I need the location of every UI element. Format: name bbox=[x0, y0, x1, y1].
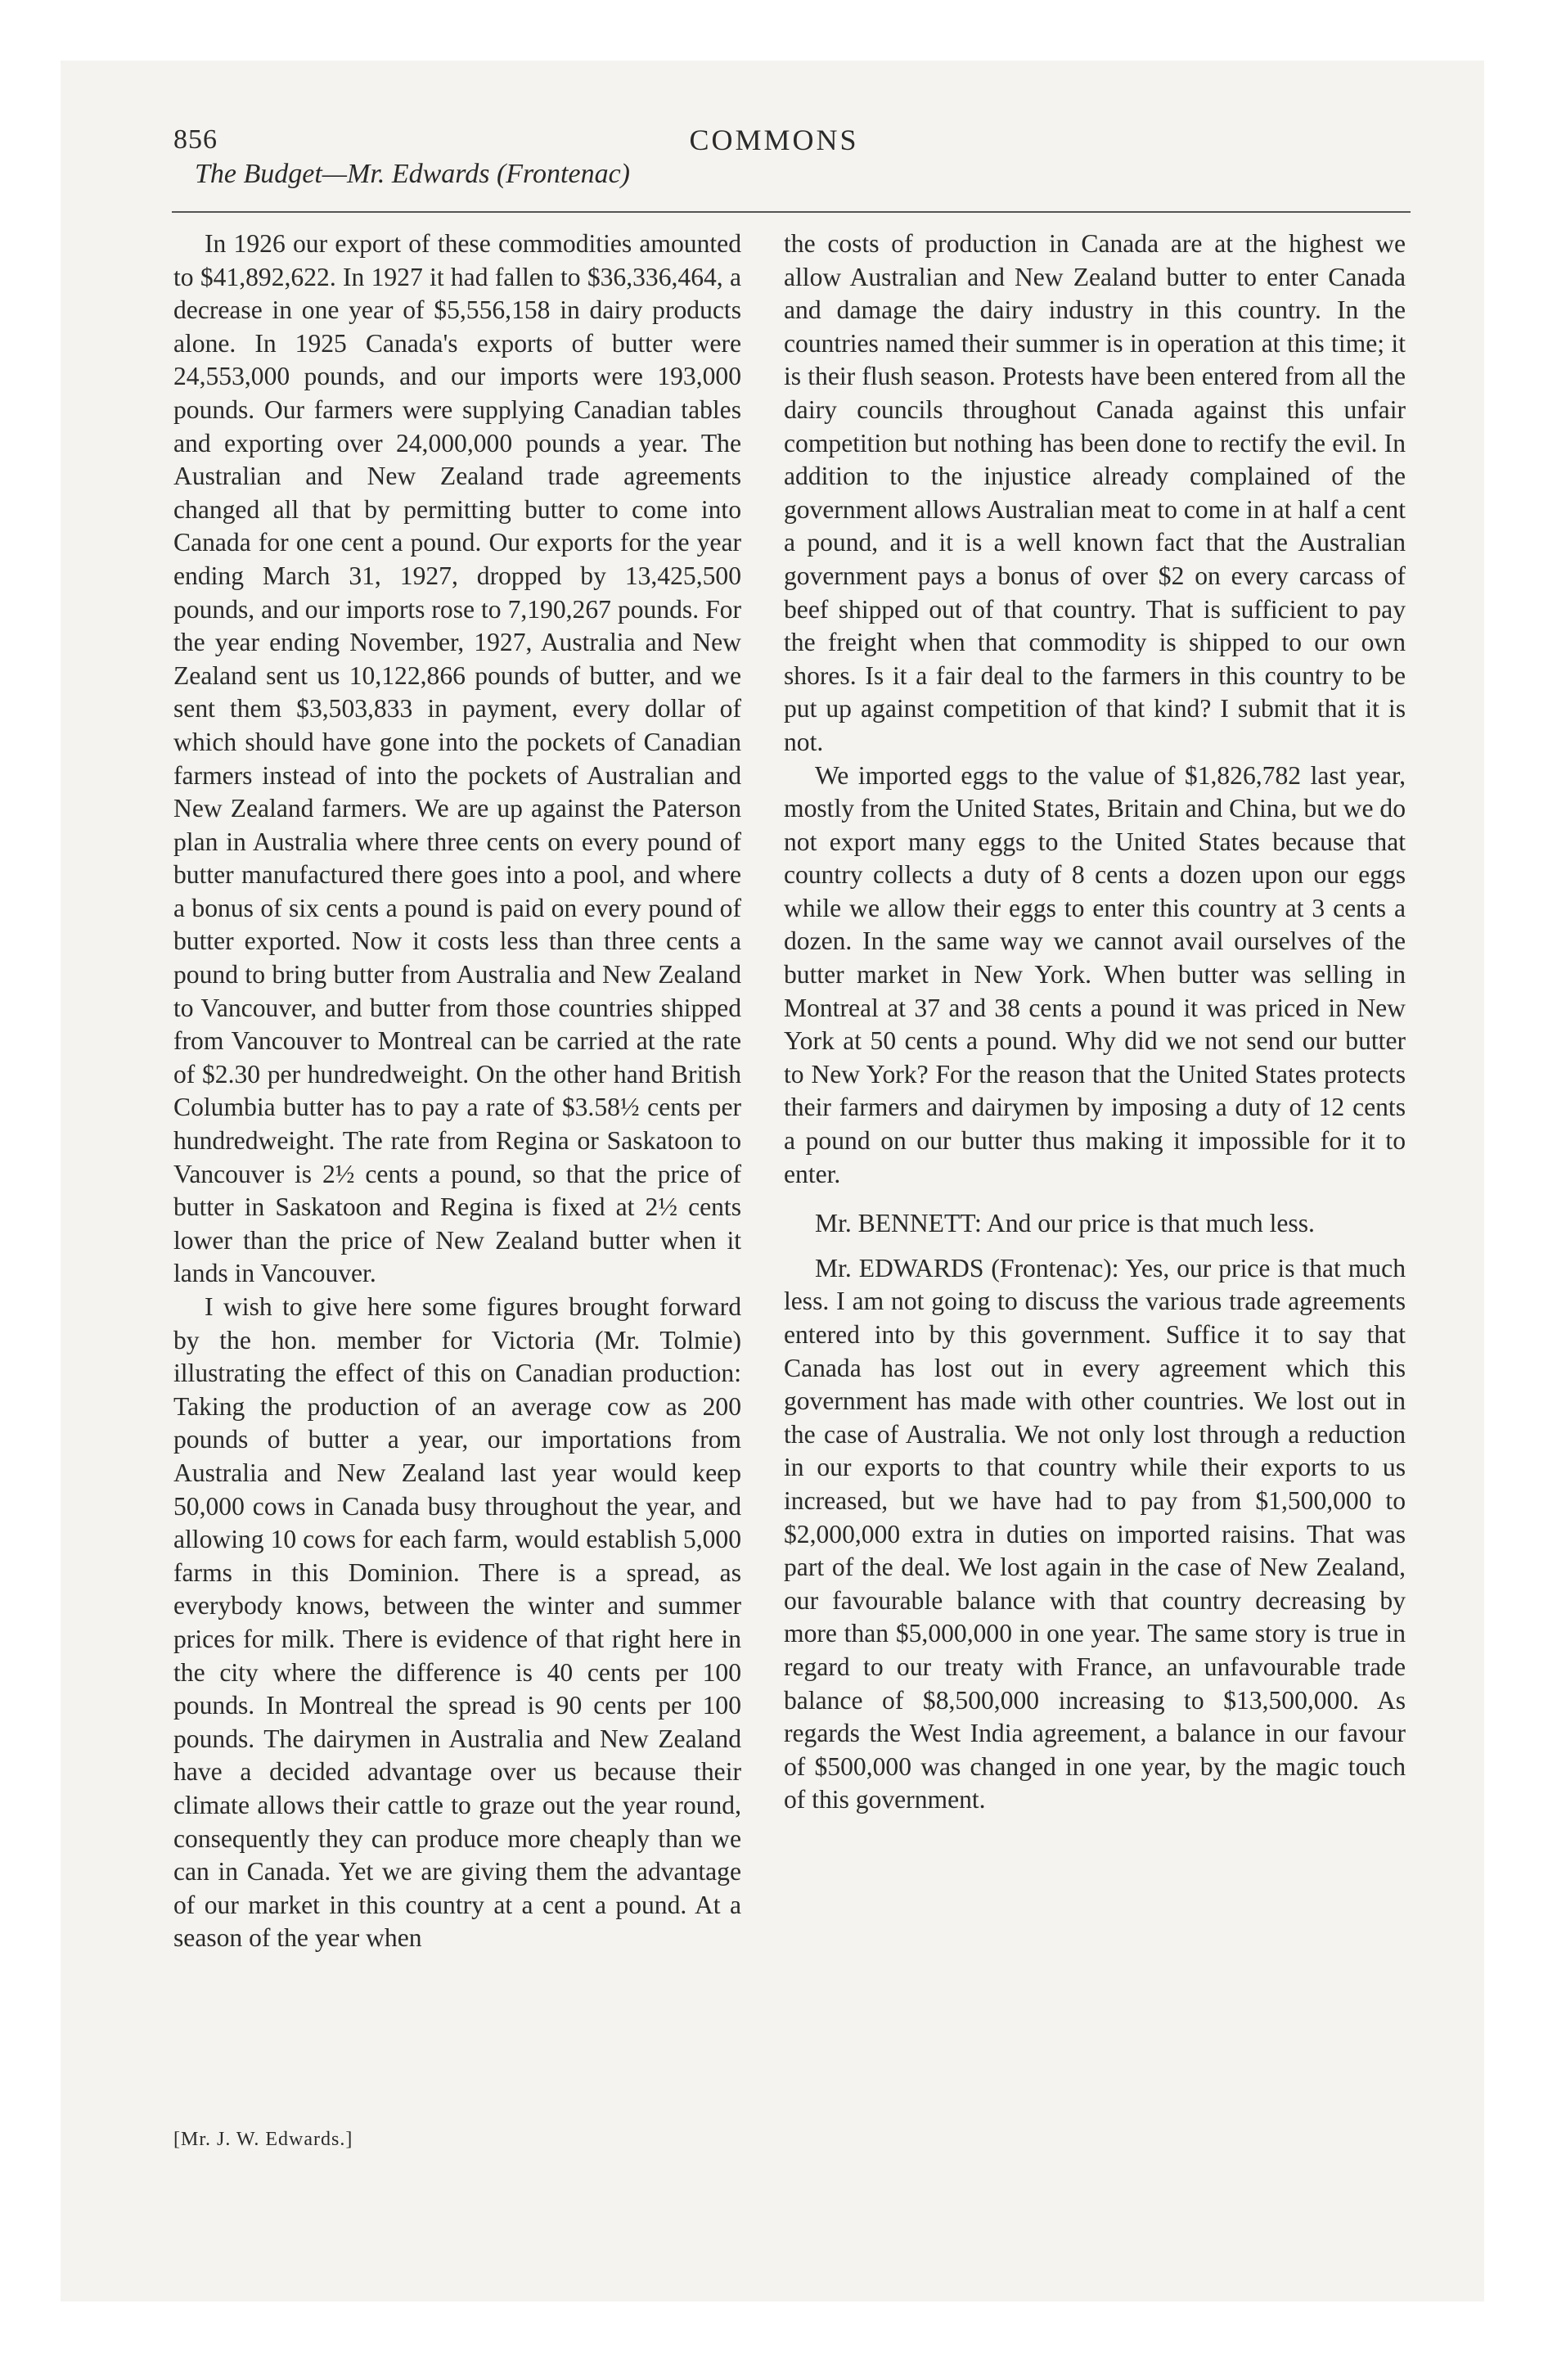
paragraph: the costs of production in Canada are at the highest we allow Australian and New Zealand butter to enter Canada and damage the dairy industry in this country. In the countries named their summer is in operation at this time; it is their flush season. Protests have been entered from all the dairy councils throughout Canada against this unfair competition but nothing has been done to rectify the evil. In addition to the injustice already complained of the government allows Australian meat to come in at half a cent a pound, and it is a well known fact that the Australian government pays a bonus of over $2 on every carcass of beef shipped out of that country. That is sufficient to pay the freight when that commodity is shipped to our own shores. Is it a fair deal to the farmers in this country to be put up against competition of that kind? I submit that it is not. bbox=[784, 229, 1406, 756]
speech-edwards: Mr. EDWARDS (Frontenac): Yes, our price is that much less. I am not going to discuss the various trade agreements entered into by this government. Suffice it to say that Canada has lost out in every agreement which this government has made with other countries. We lost out in the case of Australia. We not only lost through a reduction in our exports to that country while their exports to us increased, but we have had to pay from $1,500,000 to $2,000,000 extra in duties on imported raisins. That was part of the deal. We lost again in the case of New Zealand, our favourable balance with that country decreasing by more than $5,000,000 in one year. The same story is true in regard to our treaty with France, an unfavourable trade balance of $8,500,000 increasing to $13,500,000. As regards the West India agreement, a balance in our favour of $500,000 was changed in one year, by the magic touch of this government. bbox=[784, 1253, 1406, 1814]
paragraph: In 1926 our export of these commodities amounted to $41,892,622. In 1927 it had fallen to $36,336,464, a decrease in one year of $5,556,158 in dairy products alone. In 1925 Canada's exports of butter were 24,553,000 pounds, and our imports were 193,000 pounds. Our farmers were supplying Canadian tables and exporting over 24,000,000 pounds a year. The Australian and New Zealand trade agreements changed all that by permitting butter to come into Canada for one cent a pound. Our exports for the year ending March 31, 1927, dropped by 13,425,500 pounds, and our imports rose to 7,190,267 pounds. For the year ending November, 1927, Australia and New Zealand sent us 10,122,866 pounds of butter, and we sent them $3,503,833 in payment, every dollar of which should have gone into the pockets of Canadian farmers instead of into the pockets of Australian and New Zealand farmers. We are up against the Paterson plan in Australia where three cents on every pound of butter manufactured there goes into a pool, and where a bonus of six cents a pound is paid on every pound of butter exported. Now it costs less than three cents a pound to bring butter from Australia and New Zealand to Vancouver, and butter from those countries shipped from Vancouver to Montreal can be carried at the rate of $2.30 per hundredweight. On the other hand British Columbia butter has to pay a rate of $3.58½ cents per hundredweight. The rate from Regina or Saskatoon to Vancouver is 2½ cents a pound, so that the price of butter in Saskatoon and Regina is fixed at 2½ cents lower than the price of New Zealand butter when it lands in Vancouver. bbox=[173, 229, 741, 1288]
paragraph: We imported eggs to the value of $1,826,782 last year, mostly from the United States, Britain and China, but we do not export many eggs to the United States because that country collects a duty of 8 cents a dozen upon our eggs while we allow their eggs to enter this country at 3 cents a dozen. In the same way we cannot avail ourselves of the butter market in New York. When butter was selling in Montreal at 37 and 38 cents a pound it was priced in New York at 50 cents a pound. Why did we not send our butter to New York? For the reason that the United States protects their farmers and dairymen by imposing a duty of 12 cents a pound on our butter thus making it impossible for it to enter. bbox=[784, 760, 1406, 1188]
speaker-attribution: [Mr. J. W. Edwards.] bbox=[173, 2129, 353, 2150]
page-number: 856 bbox=[173, 124, 218, 155]
running-head: COMMONS bbox=[689, 124, 859, 156]
right-column bbox=[784, 228, 1406, 1817]
section-subhead: The Budget—Mr. Edwards (Frontenac) bbox=[195, 159, 630, 189]
speech-bennett: Mr. BENNETT: And our price is that much less. bbox=[815, 1209, 1315, 1238]
left-column bbox=[173, 228, 741, 1955]
header-rule bbox=[172, 211, 1411, 213]
paragraph: I wish to give here some figures brought forward by the hon. member for Victoria (Mr. Tolmie) illustrating the effect of this on Canadian production: Taking the production of an average cow as 200 pounds of butter a year, our importations from Australia and New Zealand last year would keep 50,000 cows in Canada busy throughout the year, and allowing 10 cows for each farm, would establish 5,000 farms in this Dominion. There is a spread, as everybody knows, between the winter and summer prices for milk. There is evidence of that right here in the city where the difference is 40 cents per 100 pounds. In Montreal the spread is 90 cents per 100 pounds. The dairymen in Australia and New Zealand have a decided advantage over us because their climate allows their cattle to graze out the year round, consequently they can produce more cheaply than we can in Canada. Yet we are giving them the advantage of our market in this country at a cent a pound. At a season of the year when bbox=[173, 1292, 741, 1953]
